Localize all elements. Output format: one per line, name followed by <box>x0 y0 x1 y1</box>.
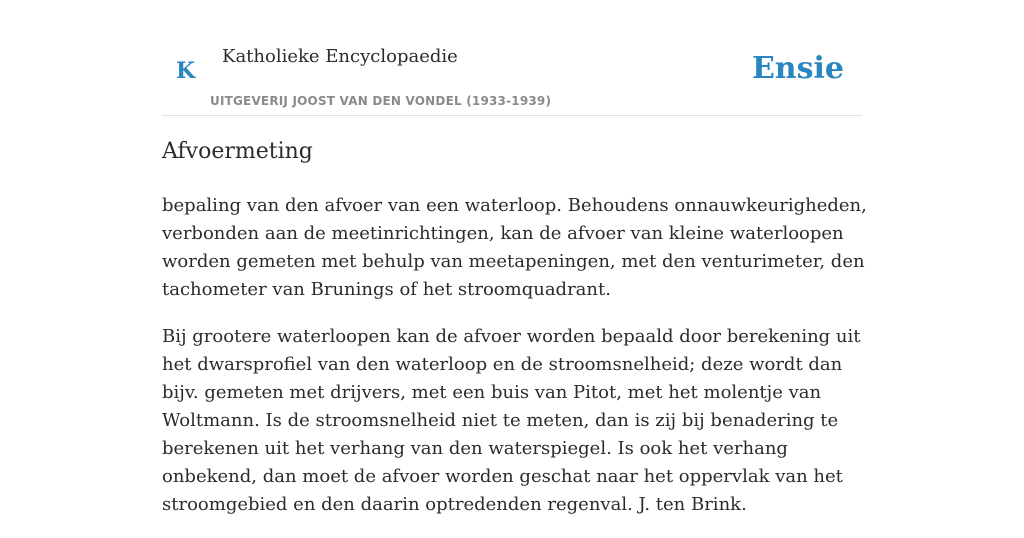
publisher-subtitle: UITGEVERIJ JOOST VAN DEN VONDEL (1933-1939) <box>210 94 552 108</box>
article-body <box>162 192 867 538</box>
publication-logo[interactable]: K <box>176 58 196 84</box>
article-paragraph: Bij grootere waterloopen kan de afvoer worden bepaald door berekening uit het dwarsprofiel van den waterloop en de stroomsnelheid; deze wordt dan bijv. gemeten met drijvers, met een buis van Pitot, met het molentje van Woltmann. Is de stroomsnelheid niet te meten, dan is zij bij benadering te berekenen uit het verhang van den waterspiegel. Is ook het verhang onbekend, dan moet de afvoer worden geschat naar het oppervlak van het stroomgebied en den daarin optredenden regenval. J. ten Brink. <box>162 326 861 515</box>
site-header <box>162 40 862 116</box>
publication-title[interactable]: Katholieke Encyclopaedie <box>222 46 458 67</box>
article-paragraph: bepaling van den afvoer van een waterloop. Behoudens onnauwkeurigheden, verbonden aan de meetinrichtingen, kan de afvoer van kleine waterloopen worden gemeten met behulp van meetapeningen, met den venturimeter, den tachometer van Brunings of het stroomquadrant. <box>162 195 867 300</box>
brand-logo[interactable]: Ensie <box>751 51 844 86</box>
article-title: Afvoermeting <box>162 139 313 164</box>
